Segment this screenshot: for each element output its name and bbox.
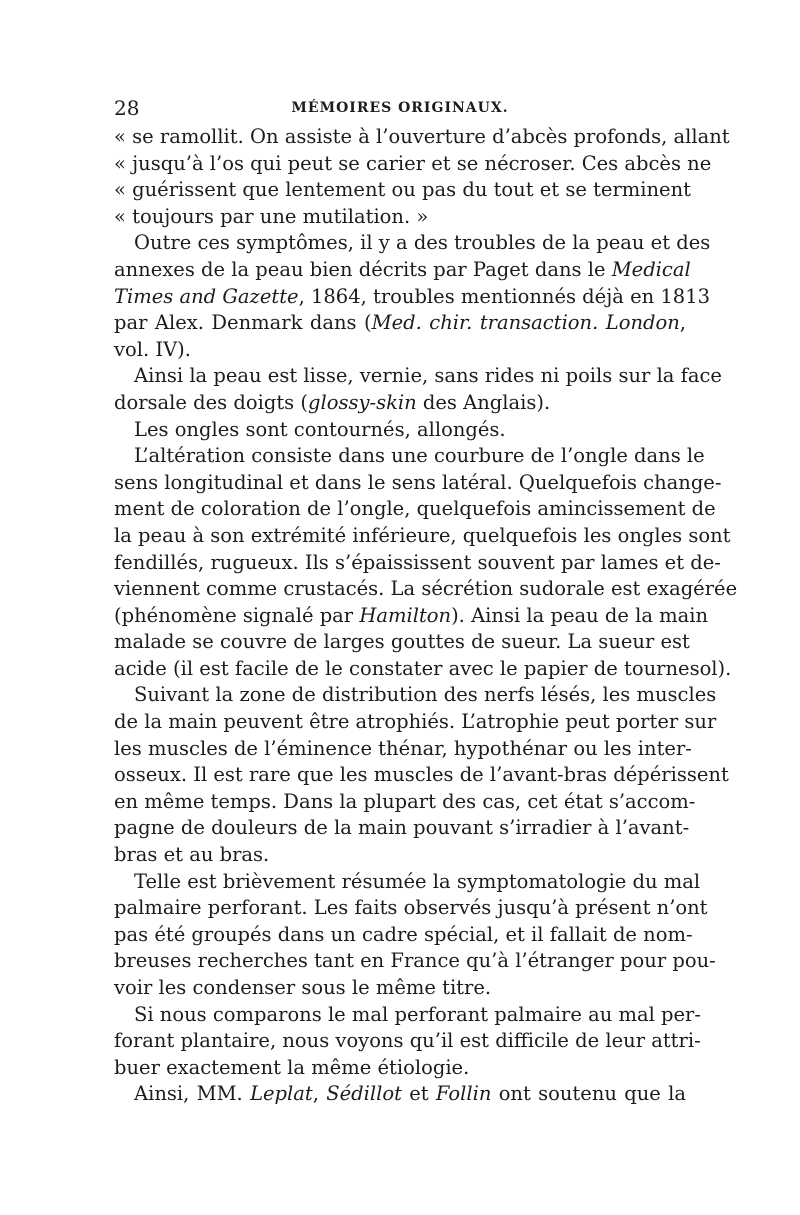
text-line <box>114 709 717 736</box>
text-line <box>114 1002 701 1029</box>
text-line <box>114 895 708 922</box>
text-line <box>114 789 696 816</box>
text-line <box>114 443 705 470</box>
text-line <box>114 310 686 337</box>
text-run: vol. IV). <box>114 337 191 361</box>
text-line <box>114 151 712 178</box>
text-line <box>114 1055 686 1082</box>
page-number: 28 <box>114 96 140 120</box>
text-run: pagne de douleurs de la main pouvant s’irradier à l’avant- <box>114 816 690 840</box>
text-line <box>114 842 686 869</box>
text-run: de la main peuvent être atrophiés. L’atrophie peut porter sur <box>114 710 717 734</box>
text-line <box>114 284 711 311</box>
text-line <box>114 496 716 523</box>
text-line <box>114 869 701 896</box>
italic-text: Hamilton <box>359 603 452 627</box>
text-run: buer exactement la même étiologie. <box>114 1055 470 1079</box>
body-text <box>114 124 738 1108</box>
italic-text: Leplat <box>250 1082 313 1106</box>
text-line <box>114 922 693 949</box>
text-run: Les ongles sont contournés, allongés. <box>134 417 506 441</box>
text-run: « toujours par une mutilation. » <box>114 204 429 228</box>
text-line <box>114 603 709 630</box>
text-line <box>114 629 690 656</box>
text-line <box>114 656 732 683</box>
text-run: des Anglais). <box>416 390 551 414</box>
text-run: par Alex. Denmark dans ( <box>114 311 372 335</box>
text-line <box>114 1028 701 1055</box>
text-run: en même temps. Dans la plupart des cas, cet état s’accom- <box>114 789 696 813</box>
text-run: Si nous comparons le mal perforant palmaire au mal per- <box>134 1002 701 1026</box>
text-line <box>114 523 731 550</box>
text-line <box>114 257 691 284</box>
text-line <box>114 417 686 444</box>
italic-text: Medical <box>611 257 691 281</box>
text-line <box>114 815 690 842</box>
text-run: Outre ces symptômes, il y a des troubles de la peau et des <box>134 231 711 255</box>
text-line <box>114 177 691 204</box>
text-run: Suivant la zone de distribution des nerfs lésés, les muscles <box>134 683 717 707</box>
text-run: la peau à son extrémité inférieure, quelquefois les ongles sont <box>114 523 731 547</box>
text-line <box>114 975 686 1002</box>
text-run: voir les condenser sous le même titre. <box>114 976 492 999</box>
text-run: palmaire perforant. Les faits observés jusqu’à présent n’ont <box>114 896 708 920</box>
text-run: bras et au bras. <box>114 843 270 867</box>
text-line <box>114 204 686 231</box>
text-line <box>114 550 721 577</box>
text-run: ). Ainsi la peau de la main <box>451 603 709 627</box>
italic-text: Follin <box>435 1082 492 1106</box>
text-run: forant plantaire, nous voyons qu’il est difficile de leur attri- <box>114 1029 701 1053</box>
text-run: et <box>401 1082 436 1106</box>
text-run: « se ramollit. On assiste à l’ouverture d’abcès profonds, allant <box>114 125 730 148</box>
text-line <box>114 470 722 497</box>
text-line <box>114 230 711 257</box>
text-line <box>114 1081 686 1108</box>
page-header <box>114 96 686 122</box>
text-run: malade se couvre de larges gouttes de sueur. La sueur est <box>114 630 690 654</box>
text-line <box>114 390 686 417</box>
text-run: dorsale des doigts ( <box>114 390 308 414</box>
text-run: pas été groupés dans un cadre spécial, et il fallait de nom- <box>114 922 693 946</box>
text-line <box>114 736 692 763</box>
italic-text: Times and Gazette <box>114 284 299 308</box>
italic-text: Sédillot <box>326 1082 402 1106</box>
text-run: les muscles de l’éminence thénar, hypothénar ou les inter- <box>114 736 692 760</box>
text-line <box>114 762 729 789</box>
text-run: osseux. Il est rare que les muscles de l’avant-bras dépérissent <box>114 763 729 787</box>
text-run: Ainsi la peau est lisse, vernie, sans rides ni poils sur la face <box>134 364 722 388</box>
text-run: L’altération consiste dans une courbure de l’ongle dans le <box>134 444 705 468</box>
text-run: annexes de la peau bien décrits par Paget dans le <box>114 257 612 281</box>
text-run: « jusqu’à l’os qui peut se carier et se nécroser. Ces abcès ne <box>114 151 712 175</box>
text-run: acide (il est facile de le constater avec le papier de tournesol). <box>114 656 732 680</box>
text-run: sens longitudinal et dans le sens latéral. Quelquefois change- <box>114 470 722 494</box>
text-line <box>114 124 730 151</box>
text-run: « guérissent que lentement ou pas du tout et se terminent <box>114 178 691 202</box>
text-run: ont soutenu que la <box>491 1082 686 1106</box>
text-run: breuses recherches tant en France qu’à l’étranger pour pou- <box>114 949 716 973</box>
italic-text: glossy-skin <box>307 390 417 414</box>
text-run: Ainsi, MM. <box>134 1082 251 1106</box>
text-line <box>114 682 717 709</box>
text-line <box>114 363 722 390</box>
text-run: Telle est brièvement résumée la symptomatologie du mal <box>134 869 701 893</box>
text-run: (phénomène signalé par <box>114 603 360 627</box>
text-run: ment de coloration de l’ongle, quelquefois amincissement de <box>114 497 716 521</box>
text-run: fendillés, rugueux. Ils s’épaississent souvent par lames et de- <box>114 550 721 574</box>
text-line <box>114 337 686 364</box>
text-line <box>114 948 716 975</box>
text-run: , <box>679 311 686 335</box>
text-run: , 1864, troubles mentionnés déjà en 1813 <box>298 284 711 308</box>
italic-text: Med. chir. transaction. London <box>371 311 680 335</box>
running-title: MÉMOIRES ORIGINAUX. <box>291 100 509 116</box>
text-run: , <box>312 1082 327 1106</box>
text-line <box>114 576 738 603</box>
text-run: viennent comme crustacés. La sécrétion sudorale est exagérée <box>114 577 738 601</box>
